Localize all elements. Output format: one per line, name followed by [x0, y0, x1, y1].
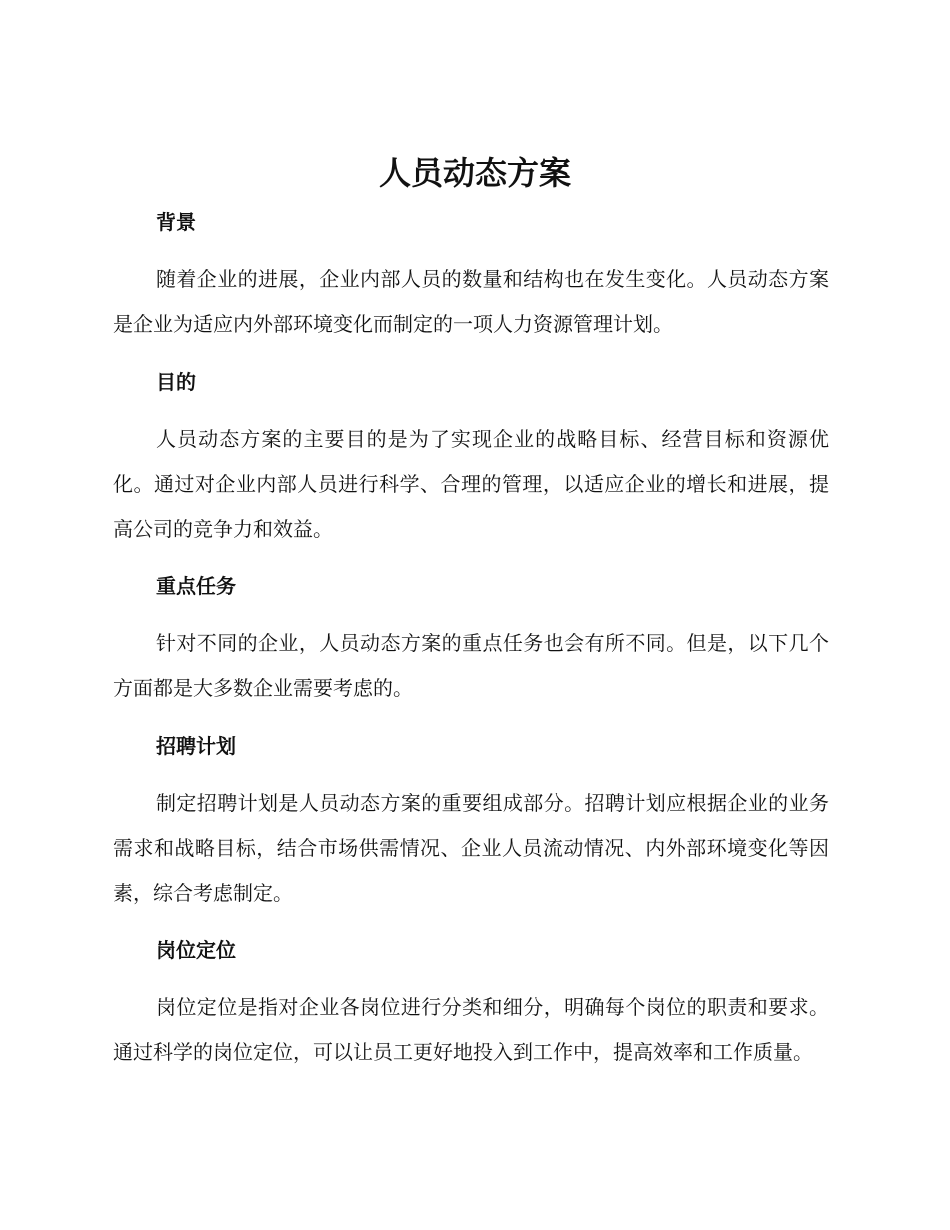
- section-paragraph-background: 随着企业的进展，企业内部人员的数量和结构也在发生变化。人员动态方案是企业为适应内外部环境变化而制定的一项人力资源管理计划。: [113, 267, 829, 336]
- section-heading-key-tasks: 重点任务: [156, 574, 236, 598]
- section-paragraph-key-tasks: 针对不同的企业，人员动态方案的重点任务也会有所不同。但是，以下几个方面都是大多数企业需要考虑的。: [113, 631, 829, 700]
- section-heading-purpose: 目的: [156, 370, 196, 394]
- document-title: 人员动态方案: [378, 154, 571, 192]
- section-paragraph-recruitment-plan: 制定招聘计划是人员动态方案的重要组成部分。招聘计划应根据企业的业务需求和战略目标，结合市场供需情况、企业人员流动情况、内外部环境变化等因素，综合考虑制定。: [113, 791, 829, 905]
- section-paragraph-purpose: 人员动态方案的主要目的是为了实现企业的战略目标、经营目标和资源优化。通过对企业内部人员进行科学、合理的管理，以适应企业的增长和进展，提高公司的竞争力和效益。: [113, 427, 829, 541]
- section-paragraph-position-positioning: 岗位定位是指对企业各岗位进行分类和细分，明确每个岗位的职责和要求。通过科学的岗位定位，可以让员工更好地投入到工作中，提高效率和工作质量。: [113, 995, 829, 1064]
- section-heading-background: 背景: [156, 210, 196, 234]
- section-heading-recruitment-plan: 招聘计划: [156, 734, 236, 758]
- section-heading-position-positioning: 岗位定位: [156, 938, 236, 962]
